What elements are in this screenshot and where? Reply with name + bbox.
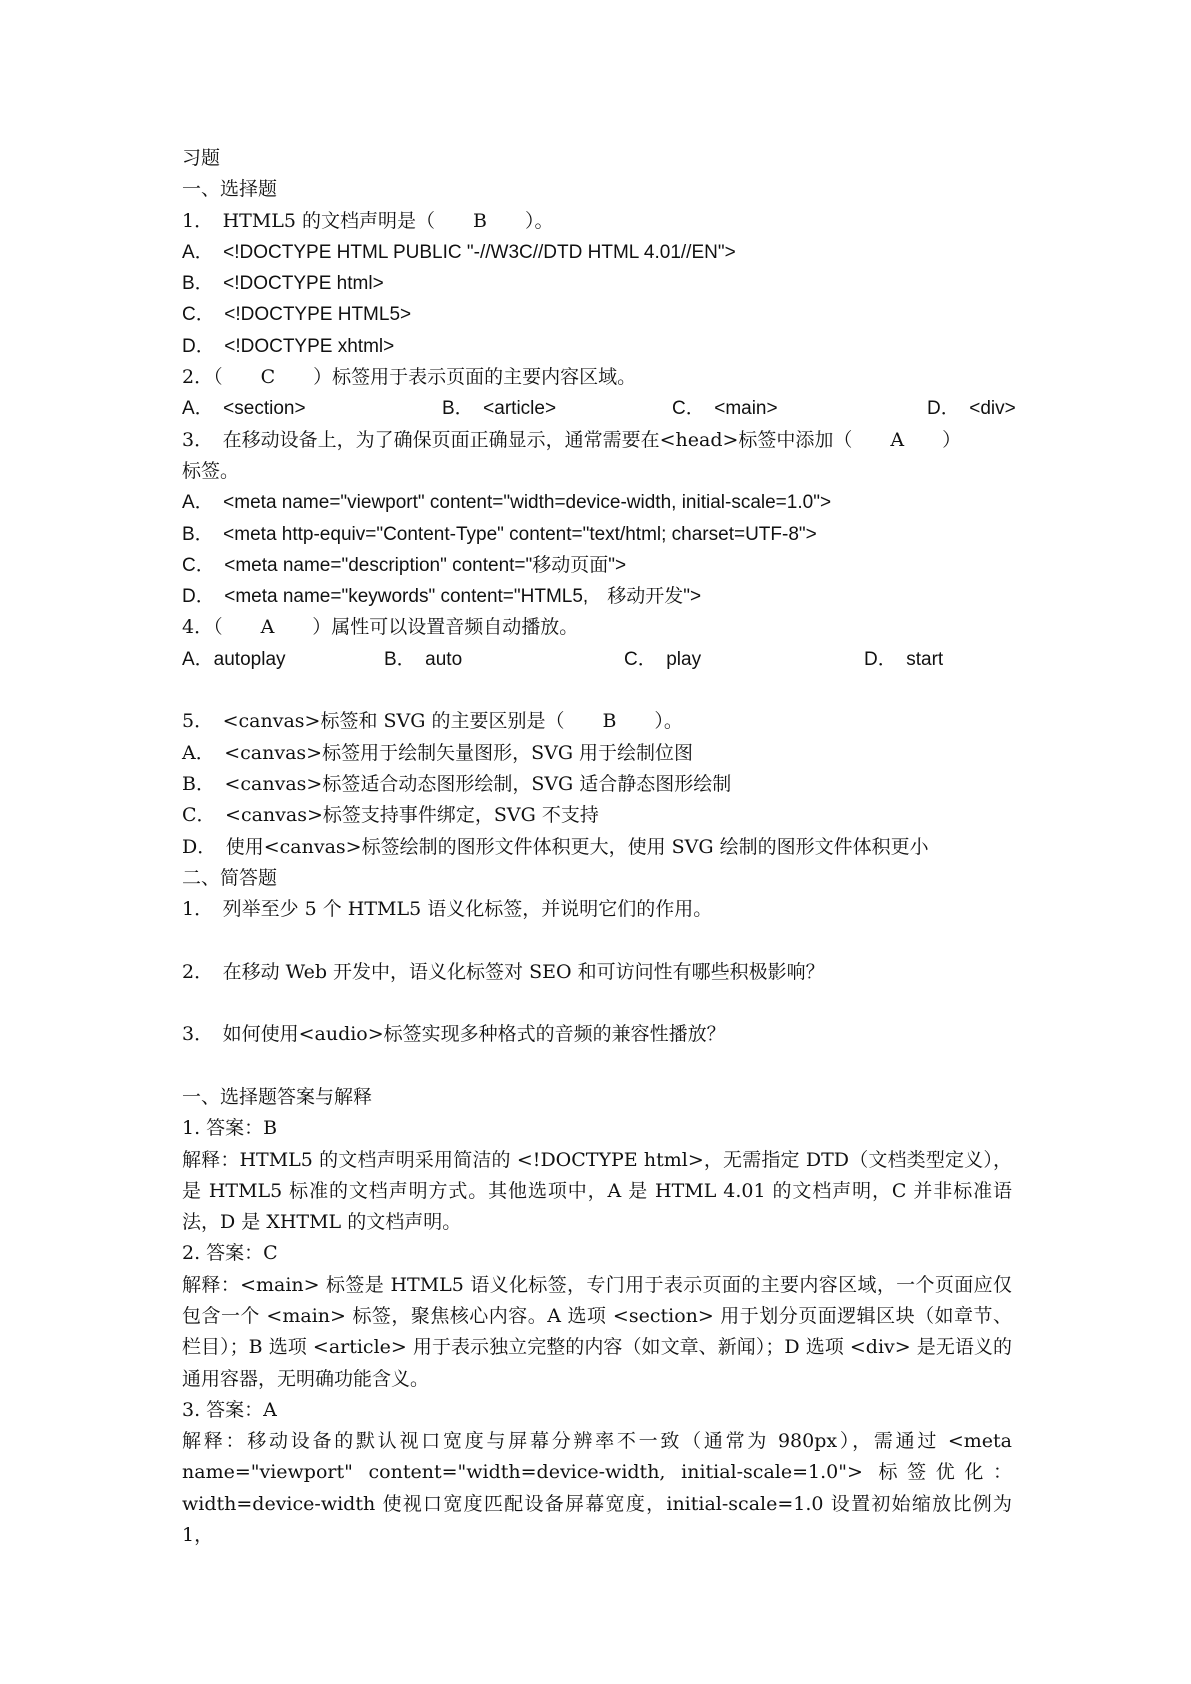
answer-1-label: 1. 答案：B xyxy=(182,1117,278,1140)
question-4-option-a: A．autoplay xyxy=(182,648,286,670)
spacer xyxy=(182,988,1012,1019)
document-body xyxy=(182,143,1016,1551)
answer-3-explanation: 解释：移动设备的默认视口宽度与屏幕分辨率不一致（通常为 980px），需通过 <meta name="viewport" content="width=device-width, initial-scale=1.0"> 标签优化：width=device-width 使视口宽度匹配设备屏幕宽度，initial-scale=1.0 设置初始缩放比例为 1， xyxy=(182,1430,1012,1547)
question-1-option-b: B． <!DOCTYPE html> xyxy=(182,273,384,295)
question-3-option-a: A． <meta name="viewport" content="width=device-width, initial-scale=1.0"> xyxy=(182,492,832,514)
question-1-option-c: C． <!DOCTYPE HTML5> xyxy=(182,304,412,326)
question-2-options xyxy=(182,393,1016,424)
question-1-option-a: A． <!DOCTYPE HTML PUBLIC "-//W3C//DTD HTML 4.01//EN"> xyxy=(182,241,736,263)
question-3-stem-line2: 标签。 xyxy=(182,459,240,482)
section-heading-choice: 一、选择题 xyxy=(182,178,278,201)
question-2-option-a: A． <section> xyxy=(182,398,306,420)
question-2-stem: 2．（ C ）标签用于表示页面的主要内容区域。 xyxy=(182,366,637,389)
question-2-option-b: B． <article> xyxy=(442,398,557,420)
question-1-stem: 1． HTML5 的文档声明是（ B ）。 xyxy=(182,209,554,232)
spacer xyxy=(182,925,1012,956)
short-question-2: 2． 在移动 Web 开发中，语义化标签对 SEO 和可访问性有哪些积极影响？ xyxy=(182,960,825,983)
question-5-stem: 5． <canvas>标签和 SVG 的主要区别是（ B ）。 xyxy=(182,710,683,733)
question-3-option-d: D． <meta name="keywords" content="HTML5, 移动开发"> xyxy=(182,586,702,608)
question-3-option-c: C． <meta name="description" content="移动页面"> xyxy=(182,554,627,576)
answer-2-label: 2. 答案：C xyxy=(182,1242,278,1265)
answer-1-explanation: 解释：HTML5 的文档声明采用简洁的 <!DOCTYPE html>，无需指定 DTD（文档类型定义），是 HTML5 标准的文档声明方式。其他选项中，A 是 HTML 4.01 的文档声明，C 并非标准语法，D 是 XHTML 的文档声明。 xyxy=(182,1148,1012,1234)
question-2-option-d: D． <div> xyxy=(927,398,1016,420)
question-2-option-c: C． <main> xyxy=(672,398,778,420)
question-3-stem-line1: 3． 在移动设备上，为了确保页面正确显示，通常需要在<head>标签中添加（ A ） xyxy=(182,428,962,451)
doc-title: 习题 xyxy=(182,147,221,169)
question-3-option-b: B． <meta http-equiv="Content-Type" content="text/html; charset=UTF-8"> xyxy=(182,523,817,545)
question-1-option-d: D． <!DOCTYPE xhtml> xyxy=(182,335,395,357)
answer-2-explanation: 解释：<main> 标签是 HTML5 语义化标签，专门用于表示页面的主要内容区域，一个页面应仅包含一个 <main> 标签，聚焦核心内容。A 选项 <section> 用于划分页面逻辑区块（如章节、栏目）；B 选项 <article> 用于表示独立完整的内容（如文章、新闻）；D 选项 <div> 是无语义的通用容器，无明确功能含义。 xyxy=(182,1273,1012,1390)
answer-3-label: 3. 答案：A xyxy=(182,1398,277,1421)
question-4-stem: 4．（ A ）属性可以设置音频自动播放。 xyxy=(182,616,579,639)
question-4-option-b: B． auto xyxy=(384,648,463,670)
question-5-option-c: C． <canvas>标签支持事件绑定，SVG 不支持 xyxy=(182,804,599,827)
question-5-option-b: B． <canvas>标签适合动态图形绘制，SVG 适合静态图形绘制 xyxy=(182,772,732,795)
section-heading-short-answer: 二、简答题 xyxy=(182,866,278,889)
question-4-option-d: D． start xyxy=(864,648,944,670)
spacer xyxy=(182,675,1012,706)
answers-heading: 一、选择题答案与解释 xyxy=(182,1085,373,1108)
spacer xyxy=(182,1051,1012,1082)
question-5-option-d: D． 使用<canvas>标签绘制的图形文件体积更大，使用 SVG 绘制的图形文件体积更小 xyxy=(182,835,929,858)
short-question-1: 1． 列举至少 5 个 HTML5 语义化标签，并说明它们的作用。 xyxy=(182,898,713,921)
question-4-option-c: C． play xyxy=(624,648,702,670)
short-question-3: 3． 如何使用<audio>标签实现多种格式的音频的兼容性播放？ xyxy=(182,1023,726,1046)
question-5-option-a: A． <canvas>标签用于绘制矢量图形，SVG 用于绘制位图 xyxy=(182,741,694,764)
question-4-options xyxy=(182,644,1012,675)
